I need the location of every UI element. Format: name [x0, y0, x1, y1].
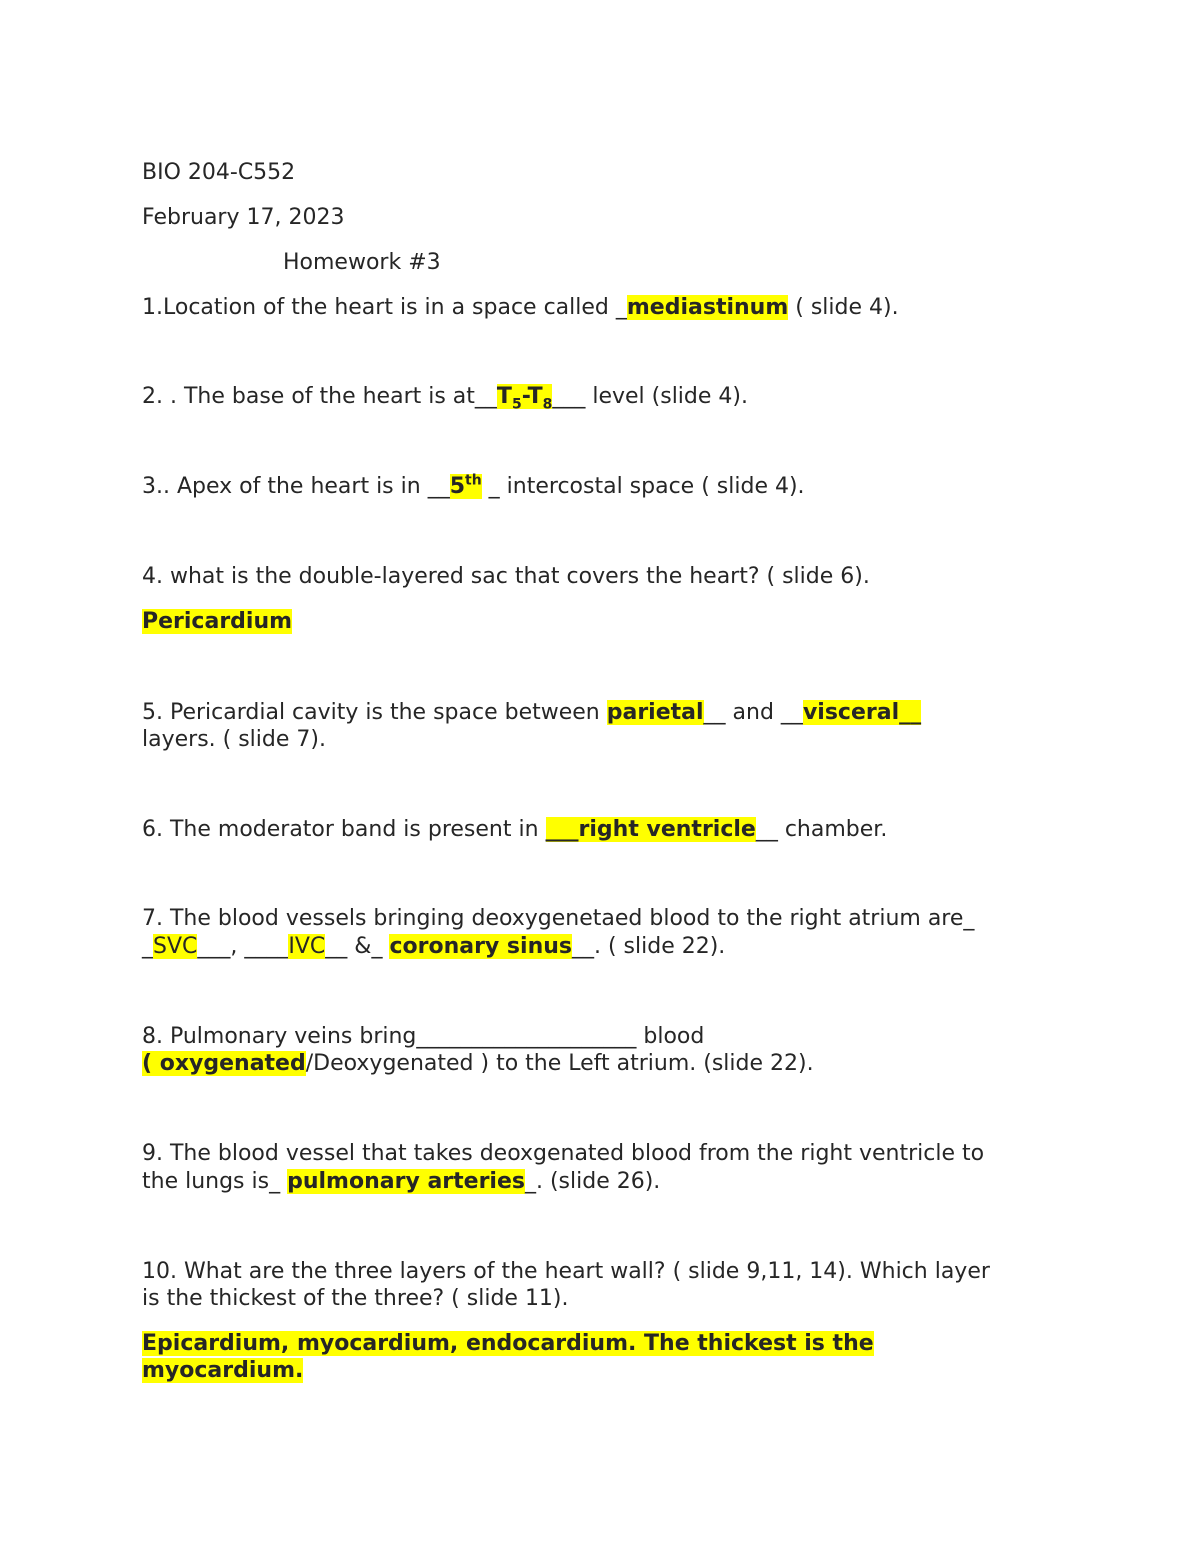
q10-answer-1: Epicardium, myocardium, endocardium. The thickest is the	[142, 1331, 874, 1356]
document-title: Homework #3	[283, 250, 441, 275]
question-7-line-2	[142, 933, 725, 960]
q3-answer	[450, 474, 482, 499]
q6-answer: ___right ventricle	[545, 817, 756, 842]
question-1	[142, 294, 899, 321]
question-8-line-2	[142, 1050, 814, 1077]
q7-pre: _	[142, 934, 153, 959]
q9-prefix: the lungs is_	[142, 1169, 288, 1194]
q10-answer-line-1	[142, 1330, 874, 1357]
q5-answer-1: parietal	[606, 700, 704, 725]
q3-answer-sup: th	[465, 472, 482, 489]
question-9: 9. The blood vessel that takes deoxgenated blood from the right ventricle to	[142, 1141, 985, 1166]
q5-answer-2: visceral__	[802, 700, 922, 725]
question-2	[142, 383, 748, 413]
q8-suffix: /Deoxygenated ) to the Left atrium. (slide 22).	[305, 1051, 814, 1076]
course-code: BIO 204-C552	[142, 160, 296, 185]
q7-answer-2: IVC	[288, 934, 326, 959]
q2-answer-sub1: 5	[511, 396, 522, 413]
q6-suffix: __ chamber.	[755, 817, 888, 842]
q2-answer	[496, 384, 553, 413]
q3-suffix: _ intercostal space ( slide 4).	[481, 474, 805, 499]
q7-mid-2: __ &_	[325, 934, 390, 959]
q1-suffix: ( slide 4).	[788, 295, 899, 320]
q9-answer: pulmonary arteries	[287, 1169, 525, 1194]
question-8: 8. Pulmonary veins bring____________________ blood	[142, 1024, 705, 1049]
document-date: February 17, 2023	[142, 205, 345, 230]
q10-answer-2: myocardium.	[142, 1358, 304, 1383]
q10-answer-line-2	[142, 1357, 303, 1384]
question-4: 4. what is the double-layered sac that covers the heart? ( slide 6).	[142, 564, 870, 589]
question-5-line-2: layers. ( slide 7).	[142, 727, 326, 752]
question-10: 10. What are the three layers of the heart wall? ( slide 9,11, 14). Which layer	[142, 1259, 990, 1284]
q2-answer-dash: -T	[521, 384, 543, 409]
question-6	[142, 816, 887, 843]
q7-mid-1: ___, ____	[197, 934, 289, 959]
q2-prefix: 2. . The base of the heart is at__	[142, 384, 497, 409]
q8-answer: ( oxygenated	[142, 1051, 306, 1076]
question-5	[142, 699, 921, 726]
question-10-line-2: is the thickest of the three? ( slide 11).	[142, 1286, 569, 1311]
q3-prefix: 3.. Apex of the heart is in __	[142, 474, 450, 499]
q1-prefix: 1.Location of the heart is in a space called _	[142, 295, 627, 320]
q3-answer-num: 5	[449, 474, 466, 499]
q6-prefix: 6. The moderator band is present in	[142, 817, 546, 842]
q9-suffix: _. (slide 26).	[524, 1169, 661, 1194]
question-9-line-2	[142, 1168, 660, 1195]
q5-prefix: 5. Pericardial cavity is the space between	[142, 700, 607, 725]
q4-answer: Pericardium	[142, 609, 293, 634]
q5-middle: __ and __	[703, 700, 803, 725]
q4-answer-line	[142, 608, 292, 635]
q1-answer: mediastinum	[626, 295, 789, 320]
q7-answer-1: SVC	[153, 934, 198, 959]
q2-answer-t1: T	[496, 384, 512, 409]
question-7: 7. The blood vessels bringing deoxygenetaed blood to the right atrium are_	[142, 906, 975, 931]
q7-answer-3: coronary sinus	[389, 934, 572, 959]
q2-answer-sub2: 8	[542, 396, 553, 413]
q2-suffix: ___ level (slide 4).	[552, 384, 748, 409]
question-3	[142, 473, 805, 500]
q7-suffix: __. ( slide 22).	[571, 934, 726, 959]
